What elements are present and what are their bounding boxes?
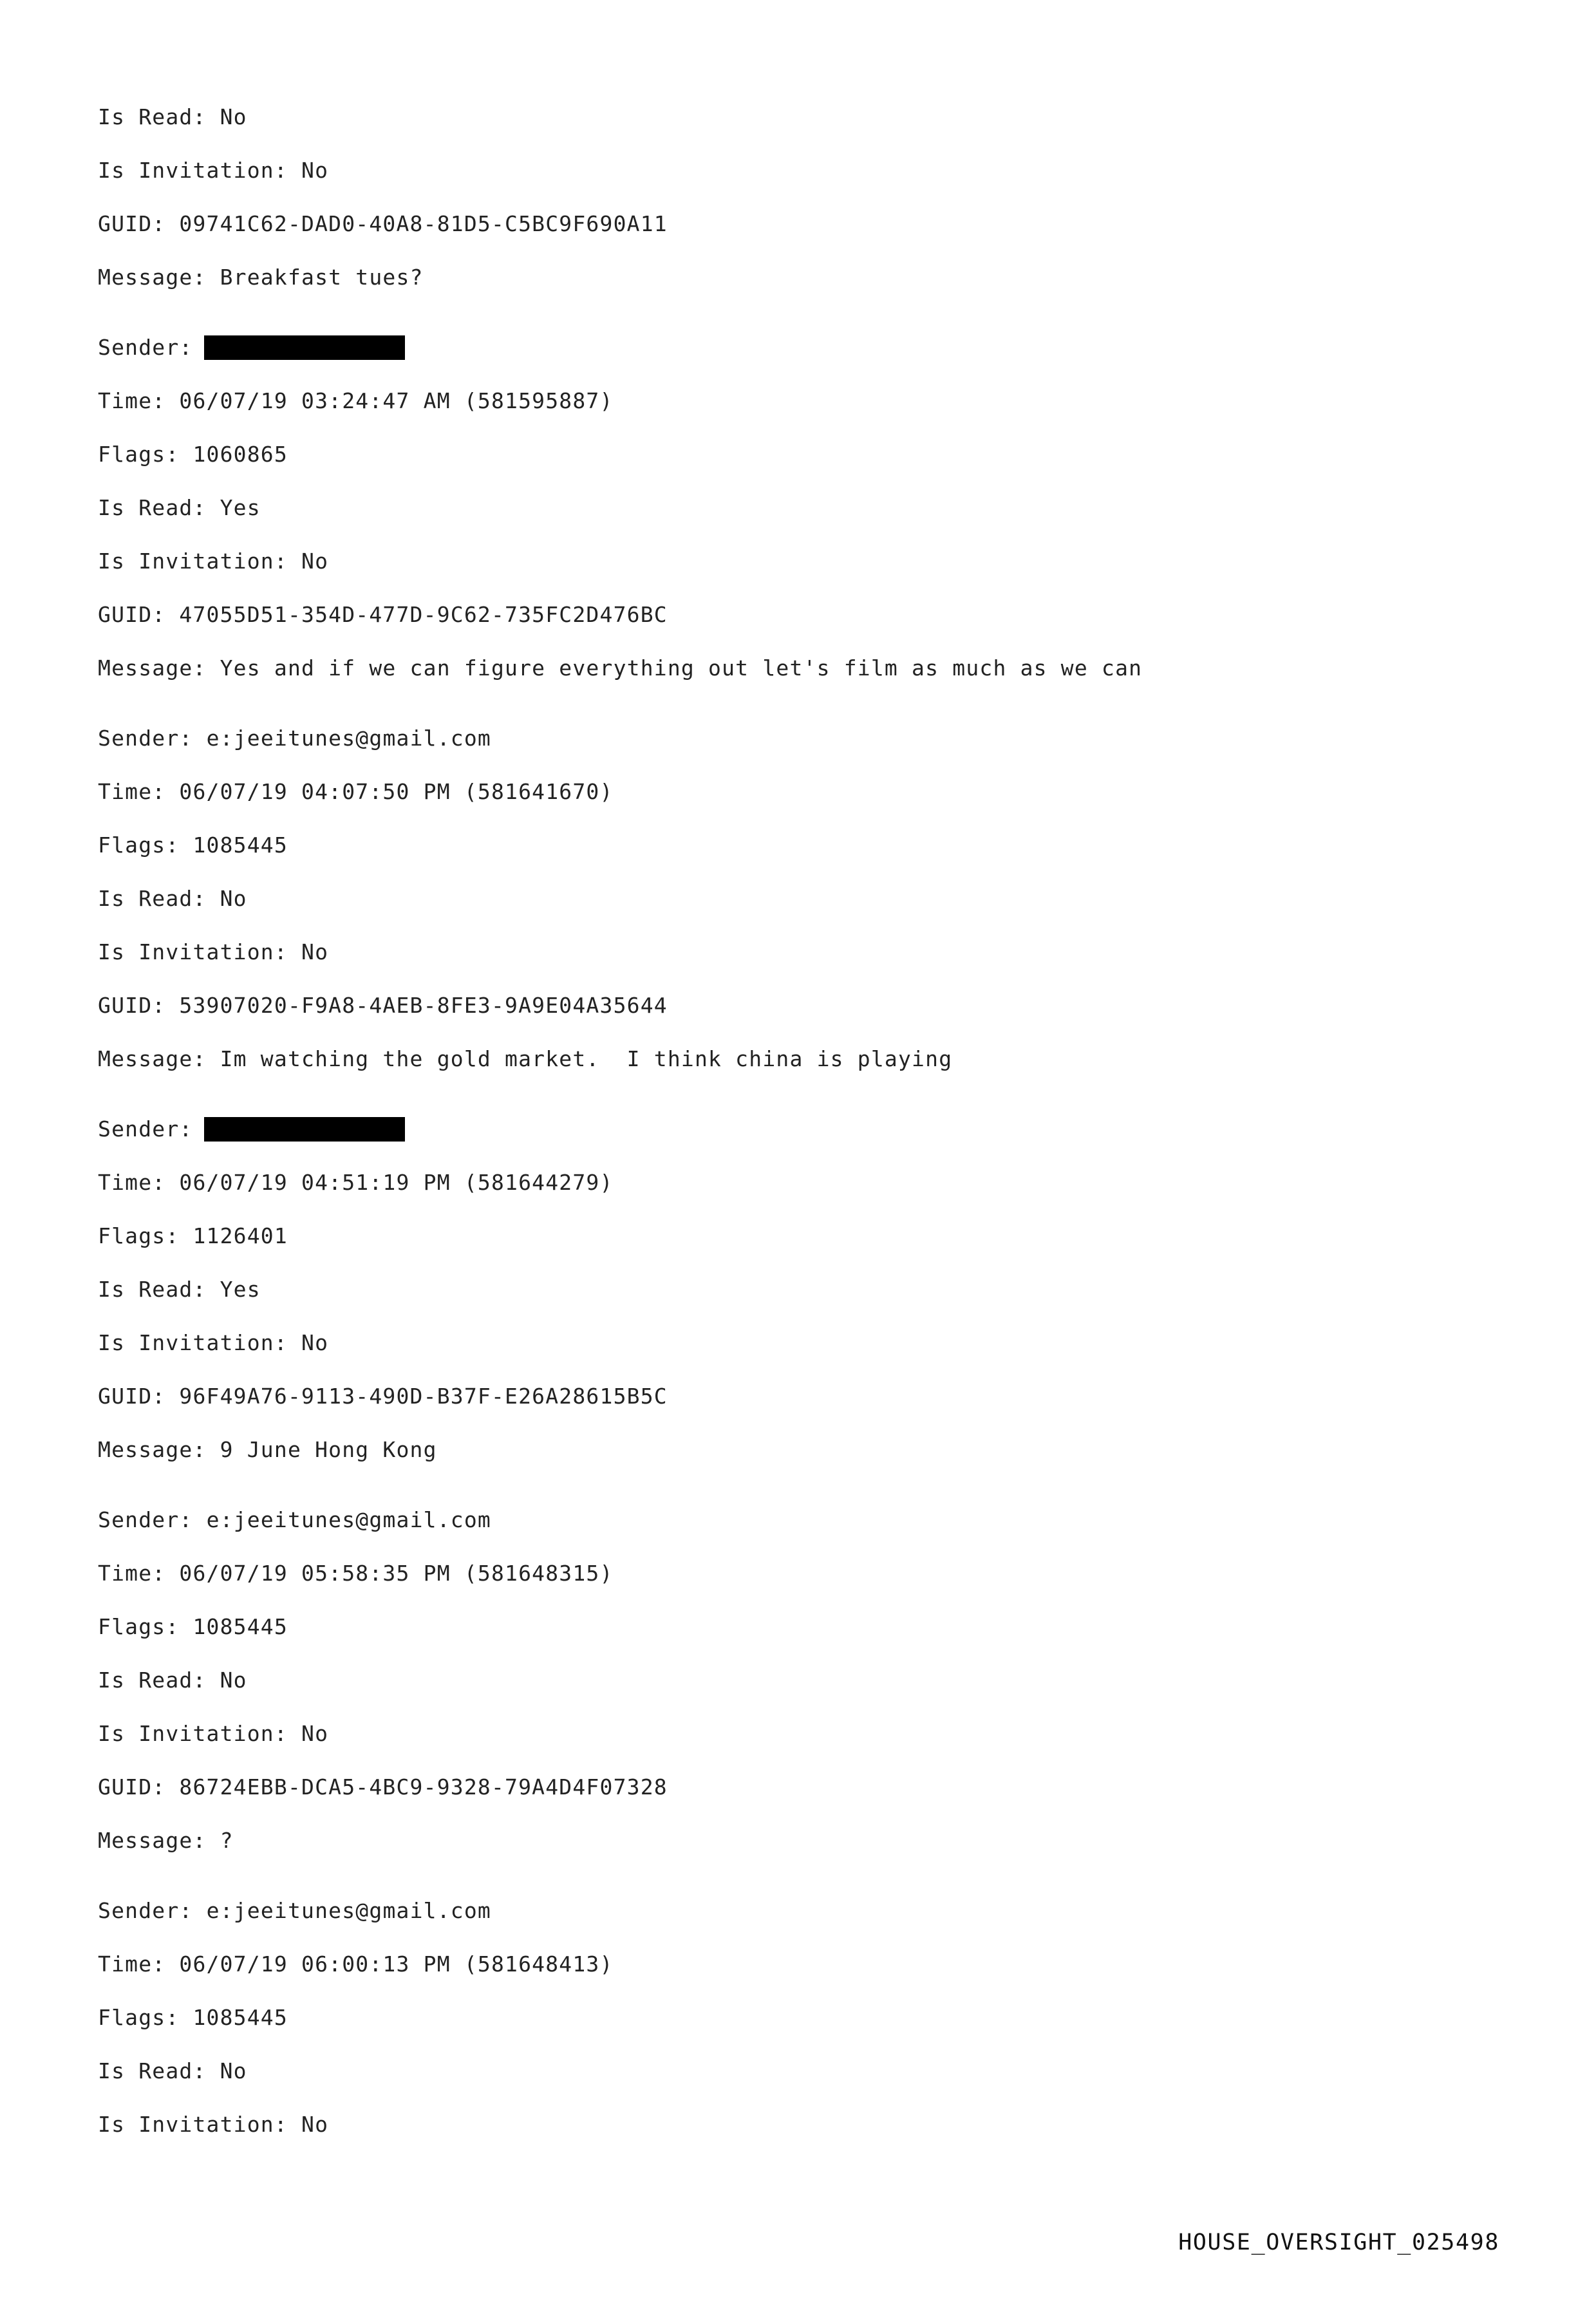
time-line: Time: 06/07/19 05:58:35 PM (581648315) (98, 1561, 614, 1586)
message-block (98, 1493, 1501, 1867)
guid-line: GUID: 53907020-F9A8-4AEB-8FE3-9A9E04A35644 (98, 993, 668, 1018)
is-invitation-line: Is Invitation: No (98, 549, 329, 574)
is-read-line: Is Read: No (98, 2058, 247, 2083)
bates-stamp: HOUSE_OVERSIGHT_025498 (1178, 2230, 1499, 2255)
is-invitation-line: Is Invitation: No (98, 2112, 329, 2137)
sender-value: e:jeeitunes@gmail.com (206, 1898, 491, 1923)
flags-line: Flags: 1085445 (98, 832, 288, 858)
sender-value: e:jeeitunes@gmail.com (206, 726, 491, 751)
guid-line: GUID: 09741C62-DAD0-40A8-81D5-C5BC9F690A11 (98, 211, 668, 236)
is-read-line: Is Read: No (98, 1668, 247, 1693)
sender-value: e:jeeitunes@gmail.com (206, 1507, 491, 1532)
sender-line (98, 711, 1501, 765)
time-line: Time: 06/07/19 04:51:19 PM (581644279) (98, 1170, 614, 1195)
guid-line: GUID: 86724EBB-DCA5-4BC9-9328-79A4D4F07328 (98, 1774, 668, 1800)
message-line: Message: 9 June Hong Kong (98, 1437, 437, 1462)
sender-label: Sender: (98, 1116, 193, 1142)
is-read-line: Is Read: Yes (98, 1277, 261, 1302)
time-line: Time: 06/07/19 06:00:13 PM (581648413) (98, 1951, 614, 1977)
message-block (98, 1102, 1501, 1476)
is-invitation-line: Is Invitation: No (98, 939, 329, 964)
sender-label: Sender: (98, 1898, 193, 1923)
message-block (98, 1884, 1501, 2151)
sender-line (98, 1493, 1501, 1546)
message-line: Message: Im watching the gold market. I think china is playing (98, 1046, 953, 1071)
flags-line: Flags: 1060865 (98, 442, 288, 467)
sender-label: Sender: (98, 1507, 193, 1532)
redaction-bar (204, 1117, 405, 1142)
sender-label: Sender: (98, 335, 193, 360)
sender-line (98, 1102, 1501, 1156)
is-invitation-line: Is Invitation: No (98, 158, 329, 183)
message-log (98, 90, 1501, 2168)
time-line: Time: 06/07/19 03:24:47 AM (581595887) (98, 388, 614, 413)
flags-line: Flags: 1126401 (98, 1223, 288, 1248)
is-read-line: Is Read: No (98, 886, 247, 911)
message-block (98, 321, 1501, 695)
is-invitation-line: Is Invitation: No (98, 1721, 329, 1746)
sender-line (98, 321, 1501, 374)
message-line: Message: Breakfast tues? (98, 265, 424, 290)
is-invitation-line: Is Invitation: No (98, 1330, 329, 1355)
flags-line: Flags: 1085445 (98, 2005, 288, 2030)
message-block (98, 711, 1501, 1086)
is-read-line: Is Read: Yes (98, 495, 261, 520)
sender-label: Sender: (98, 726, 193, 751)
message-line: Message: ? (98, 1828, 234, 1853)
flags-line: Flags: 1085445 (98, 1614, 288, 1639)
time-line: Time: 06/07/19 04:07:50 PM (581641670) (98, 779, 614, 804)
guid-line: GUID: 47055D51-354D-477D-9C62-735FC2D476BC (98, 602, 668, 627)
partial-message-block (98, 90, 1501, 304)
redaction-bar (204, 335, 405, 360)
guid-line: GUID: 96F49A76-9113-490D-B37F-E26A28615B5C (98, 1384, 668, 1409)
sender-line (98, 1884, 1501, 1937)
is-read-line: Is Read: No (98, 104, 247, 129)
message-line: Message: Yes and if we can figure everything out let's film as much as we can (98, 655, 1143, 681)
